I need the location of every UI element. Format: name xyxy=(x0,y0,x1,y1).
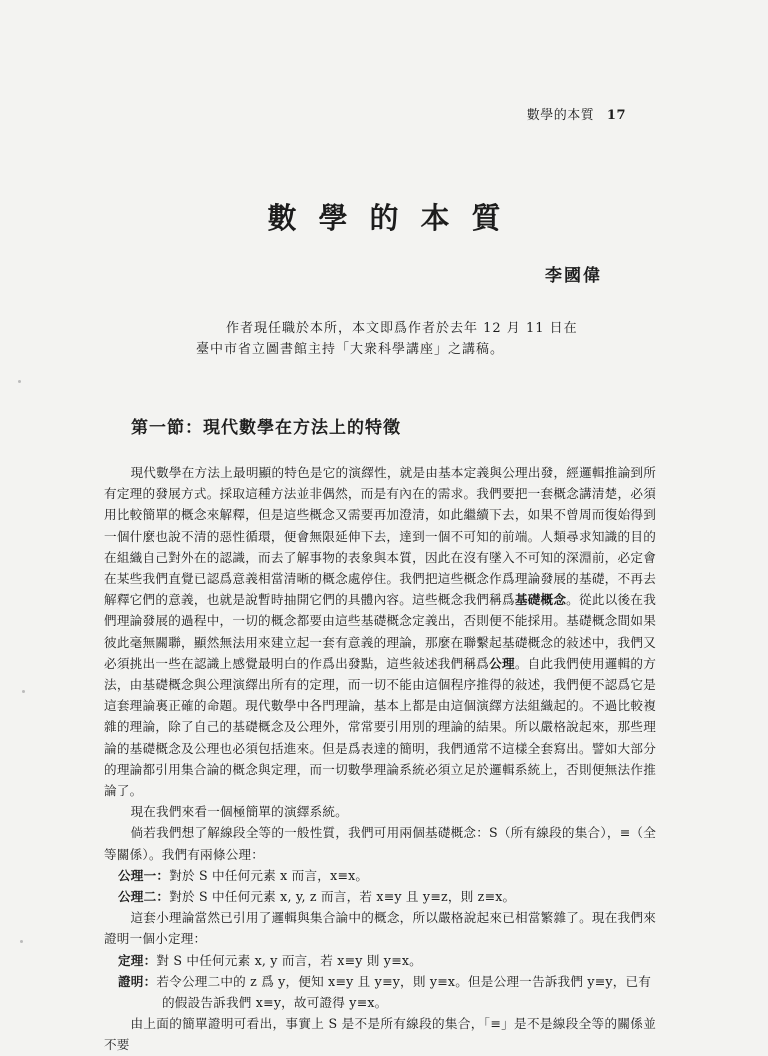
theorem-text: 對 S 中任何元素 x, y 而言，若 x≡y 則 y≡x。 xyxy=(156,952,422,968)
term-basic-concept: 基礎概念 xyxy=(514,592,567,608)
theorem xyxy=(104,950,656,971)
proof-label: 證明： xyxy=(118,973,157,989)
axiom-2 xyxy=(104,886,656,907)
paragraph-2: 現在我們來看一個極簡單的演繹系統。 xyxy=(130,804,348,820)
theorem-label: 定理： xyxy=(118,952,157,968)
paragraph-5: 由上面的簡單證明可看出，事實上 S 是不是所有線段的集合，「≡」是不是線段全等的關係並不要 xyxy=(104,1016,656,1053)
term-axiom: 公理 xyxy=(489,655,515,671)
article-title: 數學的本質 xyxy=(267,201,523,235)
axiom-1-text: 對於 S 中任何元素 x 而言，x≡x。 xyxy=(169,867,369,883)
paragraph-1 xyxy=(104,462,656,801)
author-note xyxy=(196,318,616,360)
paragraph-4: 這套小理論當然已引用了邏輯與集合論中的概念，所以嚴格說起來已相當繁雜了。現在我們來證明一個小定理： xyxy=(104,910,656,947)
paragraph-1-text-a: 現代數學在方法上最明顯的特色是它的演繹性，就是由基本定義與公理出發，經邏輯推論到所有定理的發展方式。採取這種方法並非偶然，而是有內在的需求。我們要把一套概念講清楚，必須用比較簡單的概念來解釋，但是這些概念又需要再加澄清，如此繼續下去，如果不曾周而復始得到一個什麼也說不清的惡性循環，便會無限延伸下去，達到一個不可知的前端。人類尋求知識的目的在組織自己對外在的認識，而去了解事物的表象與本質，因此在沒有墜入不可知的深淵前，必定會在某些我們直覺已認爲意義相當清晰的概念處停住。我們把這些概念作爲理論發展的基礎，不再去解釋它們的意義，也就是說暫時抽開它們的具體內容。這些概念我們稱爲 xyxy=(104,465,656,608)
section-heading: 第一節：現代數學在方法上的特徵 xyxy=(131,418,401,438)
page-number: 17 xyxy=(606,108,626,123)
axiom-1-label: 公理一： xyxy=(118,867,170,883)
author-note-line-1: 作者現任職於本所，本文即爲作者於去年 12 月 11 日在 xyxy=(226,321,578,336)
proof xyxy=(104,971,656,992)
paragraph-1-text-b: 。從此以後在我們理論發展的過程中，一切的概念都要由這些基礎概念定義出，否則便不能採用。基礎概念間如果彼此毫無關聯，顯然無法用來建立起一套有意義的理論，那麼在聯繫起基礎概念的敍述中，我們又必須挑出一些在認識上感覺最明白的作爲出發點，這些敍述我們稱爲 xyxy=(104,592,656,671)
proof-continuation: 的假設告訴我們 x≡y，故可證得 y≡x。 xyxy=(162,995,388,1011)
author-name: 李國偉 xyxy=(545,266,602,286)
axiom-1 xyxy=(104,865,656,886)
paragraph-3: 倘若我們想了解線段全等的一般性質，我們可用兩個基礎概念：S（所有線段的集合），≡（全等關係）。我們有兩條公理： xyxy=(104,825,656,862)
author-note-line-2: 臺中市省立圖書館主持「大衆科學講座」之講稿。 xyxy=(196,342,505,357)
axiom-2-label: 公理二： xyxy=(118,889,170,905)
proof-text-line-1: 若令公理二中的 z 爲 y，便知 x≡y 且 y≡y，則 y≡x。但是公理一告訴我們 y≡y，已有 xyxy=(156,973,652,989)
running-title: 數學的本質 xyxy=(526,108,595,123)
body-text xyxy=(104,462,656,1056)
paragraph-1-text-c: 。自此我們使用邏輯的方法，由基礎概念與公理演繹出所有的定理，而一切不能由這個程序推得的敍述，我們便不認爲它是這套理論裏正確的命題。現代數學中各門理論，基本上都是由這個演繹方法組織起的。不過比較複雜的理論，除了自己的基礎概念及公理外，常常要引用別的理論的結果。所以嚴格說起來，那些理論的基礎概念及公理也必須包括進來。但是爲表達的簡明，我們通常不這樣全套寫出。譬如大部分的理論都引用集合論的概念與定理，而一切數學理論系統必須立足於邏輯系統上，否則便無法作推論了。 xyxy=(104,655,657,799)
axiom-2-text: 對於 S 中任何元素 x, y, z 而言，若 x≡y 且 y≡z，則 z≡x。 xyxy=(169,889,516,905)
running-header xyxy=(527,104,626,123)
